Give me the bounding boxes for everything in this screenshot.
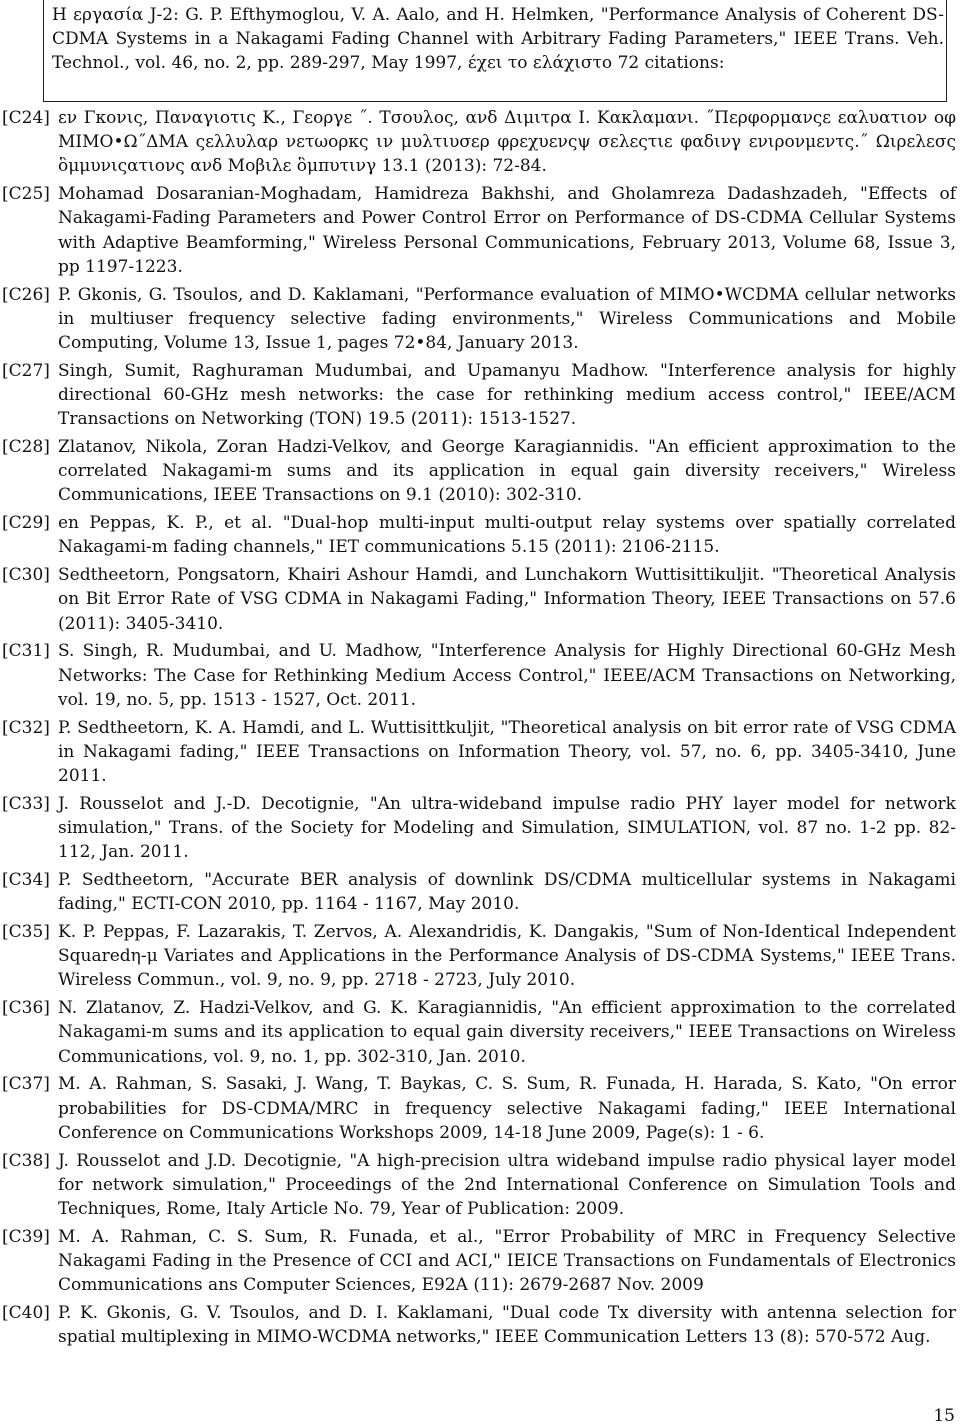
reference-entry (0, 182, 960, 279)
reference-entry (0, 996, 960, 1069)
reference-label: [C36] (2, 998, 50, 1019)
reference-text: P. K. Gkonis, G. V. Tsoulos, and D. I. Kaklamani, "Dual code Tx diversity with antenna selection for spatial multiplexing in MIMO-WCDMA networks," IEEE Communication Letters 13 (8): 570-572 Aug. (58, 1303, 956, 1348)
reference-entry (0, 283, 960, 356)
reference-label: [C35] (2, 922, 50, 943)
reference-entry (0, 1072, 960, 1145)
reference-label: [C34] (2, 870, 50, 891)
reference-label: [C39] (2, 1226, 50, 1247)
reference-label: [C38] (2, 1150, 50, 1171)
reference-entry (0, 920, 960, 993)
reference-label: [C29] (2, 513, 50, 534)
reference-entry (0, 639, 960, 712)
reference-label: [C40] (2, 1303, 50, 1324)
reference-text: en Peppas, K. P., et al. "Dual-hop multi-input multi-output relay systems over spatially correlated Nakagami-m fading channels," IET communications 5.15 (2011): 2106-2115. (58, 513, 956, 558)
reference-text: M. A. Rahman, S. Sasaki, J. Wang, T. Baykas, C. S. Sum, R. Funada, H. Harada, S. Kato, "On error probabilities for DS-CDMA/MRC in frequency selective Nakagami fading," IEEE International Conference on Communications Workshops 2009, 14-18 June 2009, Page(s): 1 - 6. (58, 1074, 956, 1143)
reference-entry (0, 1225, 960, 1298)
reference-text: Mohamad Dosaranian-Moghadam, Hamidreza Bakhshi, and Gholamreza Dadashzadeh, "Effects of Nakagami-Fading Parameters and Power Control Error on Performance of DS-CDMA Cellular Systems with Adaptive Beamforming," Wireless Personal Communications, February 2013, Volume 68, Issue 3, pp 1197-1223. (58, 184, 956, 277)
reference-label: [C28] (2, 437, 50, 458)
reference-text: Singh, Sumit, Raghuraman Mudumbai, and Upamanyu Madhow. "Interference analysis for highly directional 60-GHz mesh networks: the case for rethinking medium access control," IEEE/ACM Transactions on Networking (TON) 19.5 (2011): 1513-1527. (58, 360, 956, 430)
page-number: 15 (933, 1406, 955, 1426)
reference-label: [C37] (2, 1074, 50, 1095)
reference-text: J. Rousselot and J.-D. Decotignie, "An ultra-wideband impulse radio PHY layer model for network simulation," Trans. of the Society for Modeling and Simulation, SIMULATION, vol. 87 no. 1-2 pp. 82-112, Jan. 2011. (58, 793, 956, 863)
reference-text: P. Sedtheetorn, "Accurate BER analysis of downlink DS/CDMA multicellular systems in Nakagami fading," ECTI-CON 2010, pp. 1164 - 1167, May 2010. (58, 870, 956, 915)
reference-text: P. Gkonis, G. Tsoulos, and D. Kaklamani, "Performance evaluation of MIMO•WCDMA cellular networks in multiuser frequency selective fading environments," Wireless Communications and Mobile Computing, Volume 13, Issue 1, pages 72•84, January 2013. (58, 284, 956, 354)
reference-text: N. Zlatanov, Z. Hadzi-Velkov, and G. K. Karagiannidis, "An efficient approximation to the correlated Nakagami-m sums and its application to equal gain diversity receivers," IEEE Transactions on Wireless Communications, vol. 9, no. 1, pp. 302-310, Jan. 2010. (58, 998, 956, 1067)
reference-entry (0, 868, 960, 916)
reference-entry (0, 716, 960, 789)
reference-label: [C30] (2, 565, 50, 586)
reference-text: P. Sedtheetorn, K. A. Hamdi, and L. Wuttisittkuljit, "Theoretical analysis on bit error rate of VSG CDMA in Nakagami fading," IEEE Transactions on Information Theory, vol. 57, no. 6, pp. 3405-3410, June 2011. (58, 717, 956, 787)
reference-text: εν Γκονις, Παναγιοτις Κ., Γεοργε ˝. Τσουλος, ανδ Διμιτρα Ι. Κακλαμανι. ˝Περφορμανςε εαλυατιον οφ ΜΙΜΟ•Ω˝ΔΜΑ ςελλυλαρ νετωορκς ιν μυλτιυσερ φρεχυενςψ σελεςτιε φαδινγ ενιρονμεντς.˝ Ωιρελεσς ὃμμυνιςατιονς ανδ Μοβιλε ὃμπυτινγ 13.1 (2013): 72-84. (58, 108, 956, 177)
reference-text: J. Rousselot and J.D. Decotignie, "A high-precision ultra wideband impulse radio physical layer model for network simulation," Proceedings of the 2nd International Conference on Simulation Tools and Techniques, Rome, Italy Article No. 79, Year of Publication: 2009. (58, 1150, 956, 1220)
reference-label: [C33] (2, 793, 50, 814)
reference-text: K. P. Peppas, F. Lazarakis, T. Zervos, A. Alexandridis, K. Dangakis, "Sum of Non-Identical Independent Squaredη-μ Variates and Applications in the Performance Analysis of DS-CDMA Systems," IEEE Trans. Wireless Commun., vol. 9, no. 9, pp. 2718 - 2723, July 2010. (58, 922, 956, 991)
reference-label: [C24] (2, 108, 50, 128)
reference-entry (0, 792, 960, 865)
reference-entry (0, 435, 960, 508)
reference-text: S. Singh, R. Mudumbai, and U. Madhow, "Interference Analysis for Highly Directional 60-GHz Mesh Networks: The Case for Rethinking Medium Access Control," IEEE/ACM Transactions on Networking, vol. 19, no. 5, pp. 1513 - 1527, Oct. 2011. (58, 641, 956, 710)
reference-entry (0, 1301, 960, 1349)
boxed-note: Η εργασία J-2: G. P. Efthymoglou, V. A. Aalo, and H. Helmken, "Performance Analysis of Coherent DS-CDMA Systems in a Nakagami Fading Channel with Arbitrary Fading Parameters," IEEE Trans. Veh. Technol., vol. 46, no. 2, pp. 289-297, May 1997, έχει το ελάχιστο 72 citations: (52, 5, 944, 74)
reference-label: [C27] (2, 360, 50, 381)
reference-entry (0, 106, 960, 179)
reference-text: Zlatanov, Nikola, Zoran Hadzi-Velkov, and George Karagiannidis. "An efficient approximation to the correlated Nakagami-m sums and its application in equal gain diversity receivers," Wireless Communications, IEEE Transactions on 9.1 (2010): 302-310. (58, 437, 956, 506)
reference-entry (0, 563, 960, 636)
reference-label: [C32] (2, 717, 50, 738)
reference-text: M. A. Rahman, C. S. Sum, R. Funada, et al., "Error Probability of MRC in Frequency Selective Nakagami Fading in the Presence of CCI and ACI," IEICE Transactions on Fundamentals of Electronics Communications ans Computer Sciences, E92A (11): 2679-2687 Nov. 2009 (58, 1226, 956, 1296)
reference-label: [C26] (2, 284, 50, 305)
reference-entry (0, 511, 960, 559)
reference-list (0, 106, 960, 1353)
reference-entry (0, 359, 960, 432)
reference-entry (0, 1149, 960, 1222)
reference-text: Sedtheetorn, Pongsatorn, Khairi Ashour Hamdi, and Lunchakorn Wuttisittikuljit. "Theoretical Analysis on Bit Error Rate of VSG CDMA in Nakagami Fading," Information Theory, IEEE Transactions on 57.6 (2011): 3405-3410. (58, 565, 956, 634)
reference-label: [C25] (2, 184, 50, 205)
reference-label: [C31] (2, 641, 50, 662)
